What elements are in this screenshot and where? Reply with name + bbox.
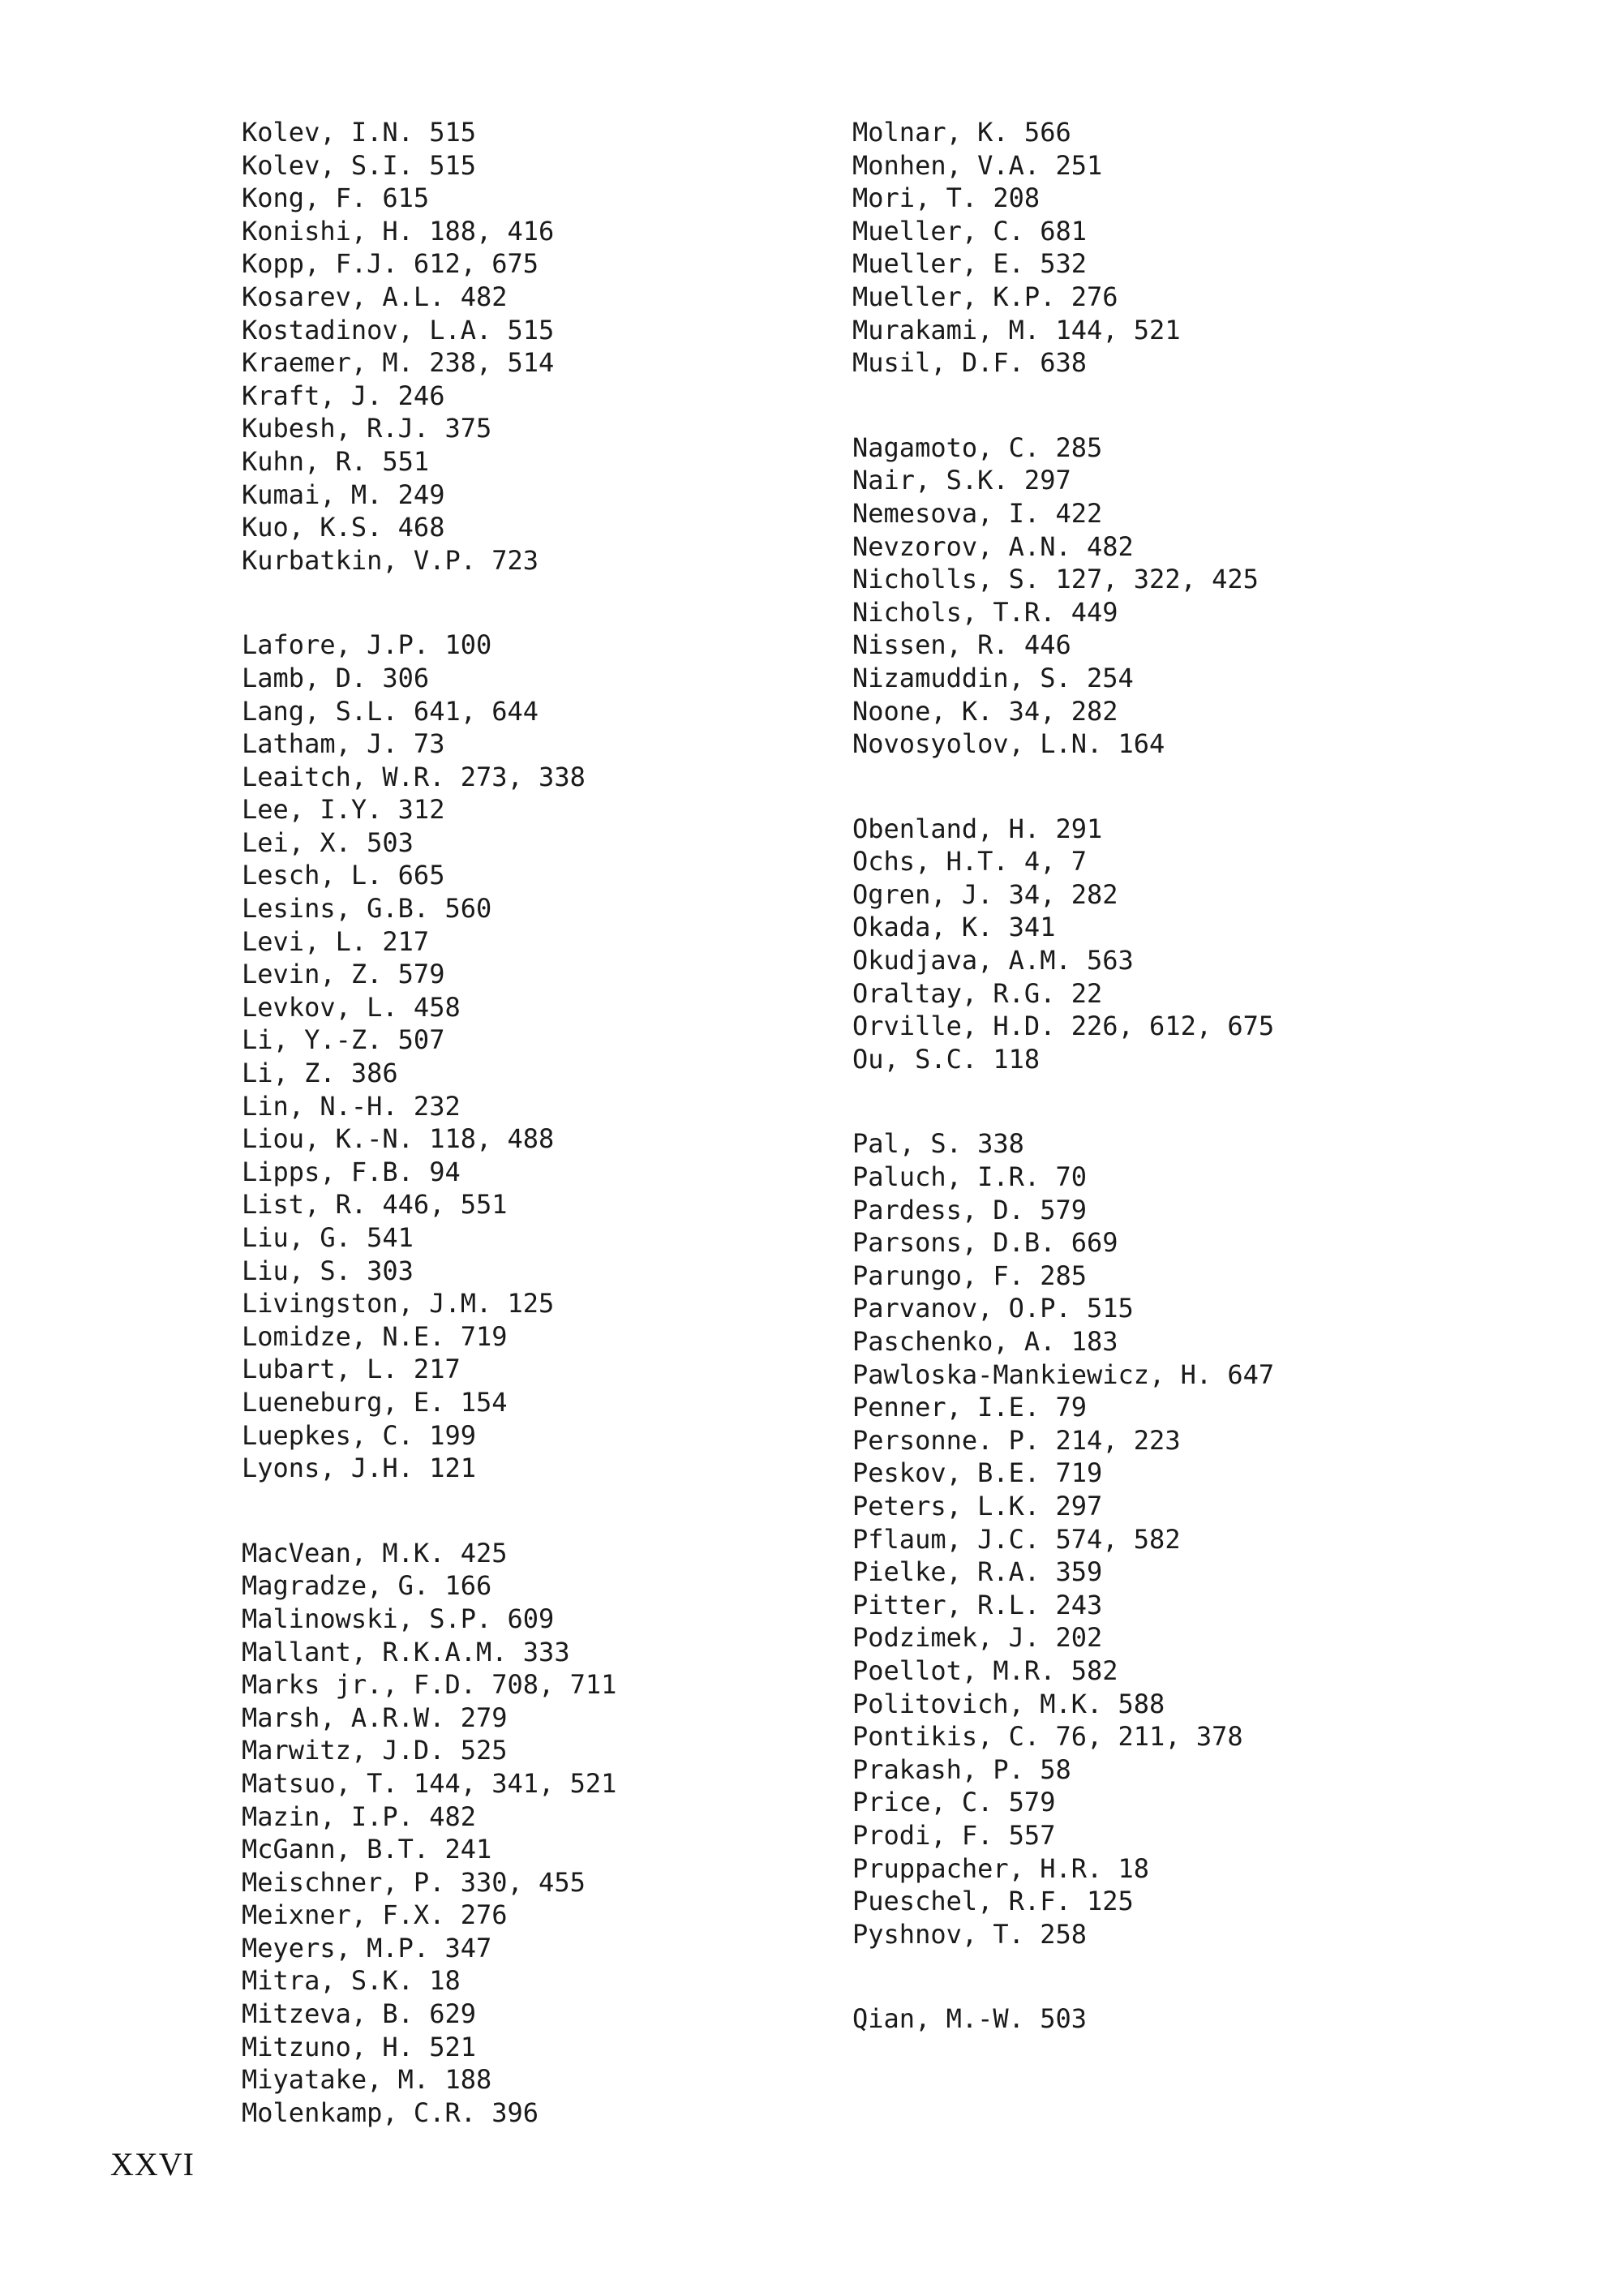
author-index-entry: Lesins, G.B. 560 xyxy=(242,893,492,925)
author-index-entry: Qian, M.-W. 503 xyxy=(852,2003,1087,2035)
author-index-entry: Pielke, R.A. 359 xyxy=(852,1556,1103,1588)
author-index-entry: Musil, D.F. 638 xyxy=(852,347,1087,379)
author-index-entry: Li, Z. 386 xyxy=(242,1058,398,1089)
author-index-entry: Kuhn, R. 551 xyxy=(242,445,430,477)
author-index-entry: Miyatake, M. 188 xyxy=(242,2064,492,2096)
author-index-entry: Oraltay, R.G. 22 xyxy=(852,977,1103,1009)
author-index-entry: Kolev, S.I. 515 xyxy=(242,149,476,181)
index-letter-group xyxy=(242,629,616,1484)
author-index-entry: Livingston, J.M. 125 xyxy=(242,1288,555,1320)
author-index-entry: Monhen, V.A. 251 xyxy=(852,149,1103,181)
author-index-entry: Nair, S.K. 297 xyxy=(852,465,1071,496)
author-index-entry: Malinowski, S.P. 609 xyxy=(242,1603,555,1634)
author-index-entry: Luepkes, C. 199 xyxy=(242,1419,476,1451)
author-index-entry: Paschenko, A. 183 xyxy=(852,1326,1118,1357)
author-index-entry: Levin, Z. 579 xyxy=(242,959,445,990)
author-index-entry: Politovich, M.K. 588 xyxy=(852,1688,1165,1719)
author-index-entry: Li, Y.-Z. 507 xyxy=(242,1024,445,1056)
index-letter-group xyxy=(852,1127,1274,1951)
author-index-entry: Lin, N.-H. 232 xyxy=(242,1090,461,1122)
author-index-entry: Pontikis, C. 76, 211, 378 xyxy=(852,1721,1243,1753)
author-index-entry: Kolev, I.N. 515 xyxy=(242,117,476,148)
author-index-entry: Pueschel, R.F. 125 xyxy=(852,1886,1134,1917)
author-index-entry: Paluch, I.R. 70 xyxy=(852,1161,1087,1193)
author-index-entry: Kraemer, M. 238, 514 xyxy=(242,347,555,379)
author-index-entry: Mori, T. 208 xyxy=(852,182,1041,214)
author-index-entry: Okada, K. 341 xyxy=(852,912,1056,943)
author-index-entry: Kubesh, R.J. 375 xyxy=(242,413,492,444)
author-index-entry: Mitzeva, B. 629 xyxy=(242,1998,476,2030)
left-index-column xyxy=(242,116,616,2129)
author-index-entry: Nichols, T.R. 449 xyxy=(852,596,1118,628)
author-index-entry: Kuo, K.S. 468 xyxy=(242,512,445,543)
author-index-entry: Liu, S. 303 xyxy=(242,1255,414,1286)
author-index-entry: Levkov, L. 458 xyxy=(242,991,461,1023)
author-index-entry: Parsons, D.B. 669 xyxy=(852,1227,1118,1259)
author-index-entry: Penner, I.E. 79 xyxy=(852,1392,1087,1423)
author-index-entry: Lueneburg, E. 154 xyxy=(242,1386,508,1418)
author-index-entry: Latham, J. 73 xyxy=(242,728,445,760)
author-index-entry: Nemesova, I. 422 xyxy=(852,497,1103,529)
author-index-entry: Nevzorov, A.N. 482 xyxy=(852,530,1134,562)
author-index-entry: Mueller, C. 681 xyxy=(852,215,1087,247)
author-index-entry: Kosarev, A.L. 482 xyxy=(242,281,508,312)
author-index-entry: Ogren, J. 34, 282 xyxy=(852,878,1118,910)
author-index-entry: Meischner, P. 330, 455 xyxy=(242,1866,586,1898)
author-index-entry: Liou, K.-N. 118, 488 xyxy=(242,1123,555,1155)
author-index-entry: Podzimek, J. 202 xyxy=(852,1622,1103,1654)
author-index-entry: Mitra, S.K. 18 xyxy=(242,1965,461,1997)
author-index-entry: Leaitch, W.R. 273, 338 xyxy=(242,761,586,792)
author-index-entry: Parvanov, O.P. 515 xyxy=(852,1293,1134,1324)
author-index-entry: Lubart, L. 217 xyxy=(242,1354,461,1385)
author-index-entry: Okudjava, A.M. 563 xyxy=(852,945,1134,976)
author-index-entry: Nicholls, S. 127, 322, 425 xyxy=(852,564,1259,595)
page-number: XXVI xyxy=(110,2146,195,2182)
author-index-entry: Marwitz, J.D. 525 xyxy=(242,1735,508,1766)
author-index-entry: Pardess, D. 579 xyxy=(852,1194,1087,1225)
author-index-entry: Price, C. 579 xyxy=(852,1787,1056,1818)
author-index-entry: Personne. P. 214, 223 xyxy=(852,1424,1181,1456)
author-index-entry: Pyshnov, T. 258 xyxy=(852,1918,1087,1950)
author-index-entry: Mitzuno, H. 521 xyxy=(242,2031,476,2062)
author-index-entry: Marks jr., F.D. 708, 711 xyxy=(242,1669,617,1701)
author-index-entry: Ou, S.C. 118 xyxy=(852,1043,1041,1075)
author-index-entry: Prodi, F. 557 xyxy=(852,1819,1056,1851)
author-index-entry: Nizamuddin, S. 254 xyxy=(852,662,1134,693)
author-index-entry: Mueller, E. 532 xyxy=(852,248,1087,280)
author-index-entry: Kopp, F.J. 612, 675 xyxy=(242,248,539,280)
author-index-entry: Kraft, J. 246 xyxy=(242,380,445,411)
author-index-entry: Pal, S. 338 xyxy=(852,1128,1024,1160)
author-index-entry: Meixner, F.X. 276 xyxy=(242,1899,508,1931)
author-index-entry: Prakash, P. 58 xyxy=(852,1753,1071,1785)
author-index-entry: Poellot, M.R. 582 xyxy=(852,1654,1118,1686)
author-index-entry: Mueller, K.P. 276 xyxy=(852,281,1118,312)
author-index-entry: MacVean, M.K. 425 xyxy=(242,1537,508,1569)
index-letter-group xyxy=(852,2002,1274,2036)
author-index-entry: Kostadinov, L.A. 515 xyxy=(242,314,555,345)
author-index-entry: Meyers, M.P. 347 xyxy=(242,1932,492,1963)
author-index-entry: Pflaum, J.C. 574, 582 xyxy=(852,1523,1181,1555)
author-index-entry: Ochs, H.T. 4, 7 xyxy=(852,846,1087,878)
author-index-entry: Konishi, H. 188, 416 xyxy=(242,215,555,247)
index-letter-group xyxy=(852,813,1274,1076)
author-index-entry: Nagamoto, C. 285 xyxy=(852,431,1103,463)
author-index-entry: List, R. 446, 551 xyxy=(242,1189,508,1221)
index-letter-group xyxy=(852,431,1274,761)
author-index-entry: Lomidze, N.E. 719 xyxy=(242,1320,508,1352)
author-index-entry: Lipps, F.B. 94 xyxy=(242,1156,461,1187)
author-index-entry: Magradze, G. 166 xyxy=(242,1570,492,1602)
author-index-entry: Mazin, I.P. 482 xyxy=(242,1800,476,1832)
author-index-entry: Lafore, J.P. 100 xyxy=(242,629,492,661)
author-index-entry: Liu, G. 541 xyxy=(242,1222,414,1253)
index-letter-group xyxy=(242,116,616,577)
author-index-entry: Parungo, F. 285 xyxy=(852,1260,1087,1291)
author-index-entry: Murakami, M. 144, 521 xyxy=(852,314,1181,345)
author-index-entry: Novosyolov, L.N. 164 xyxy=(852,728,1165,760)
author-index-entry: Matsuo, T. 144, 341, 521 xyxy=(242,1767,617,1799)
author-index-entry: Lesch, L. 665 xyxy=(242,860,445,891)
author-index-entry: Peskov, B.E. 719 xyxy=(852,1457,1103,1489)
author-index-entry: Lei, X. 503 xyxy=(242,826,414,858)
index-letter-group xyxy=(242,1537,616,2130)
author-index-entry: Mallant, R.K.A.M. 333 xyxy=(242,1636,570,1667)
author-index-entry: Marsh, A.R.W. 279 xyxy=(242,1702,508,1733)
author-index-entry: Nissen, R. 446 xyxy=(852,629,1071,661)
author-index-entry: Obenland, H. 291 xyxy=(852,813,1103,844)
author-index-entry: Kumai, M. 249 xyxy=(242,479,445,510)
author-index-entry: Kong, F. 615 xyxy=(242,182,430,214)
right-index-column xyxy=(852,116,1274,2036)
author-index-entry: Lyons, J.H. 121 xyxy=(242,1453,476,1484)
author-index-entry: Orville, H.D. 226, 612, 675 xyxy=(852,1011,1275,1042)
author-index-entry: Pawloska-Mankiewicz, H. 647 xyxy=(852,1358,1275,1390)
index-letter-group xyxy=(852,116,1274,380)
author-index-entry: Lamb, D. 306 xyxy=(242,662,430,693)
author-index-entry: Pruppacher, H.R. 18 xyxy=(852,1852,1150,1884)
author-index-entry: Kurbatkin, V.P. 723 xyxy=(242,544,539,576)
author-index-entry: Peters, L.K. 297 xyxy=(852,1490,1103,1521)
author-index-entry: McGann, B.T. 241 xyxy=(242,1834,492,1865)
author-index-entry: Noone, K. 34, 282 xyxy=(852,695,1118,727)
author-index-entry: Lee, I.Y. 312 xyxy=(242,794,445,826)
author-index-entry: Levi, L. 217 xyxy=(242,925,430,957)
author-index-entry: Molnar, K. 566 xyxy=(852,117,1071,148)
author-index-entry: Molenkamp, C.R. 396 xyxy=(242,2096,539,2128)
author-index-entry: Pitter, R.L. 243 xyxy=(852,1589,1103,1620)
author-index-entry: Lang, S.L. 641, 644 xyxy=(242,695,539,727)
